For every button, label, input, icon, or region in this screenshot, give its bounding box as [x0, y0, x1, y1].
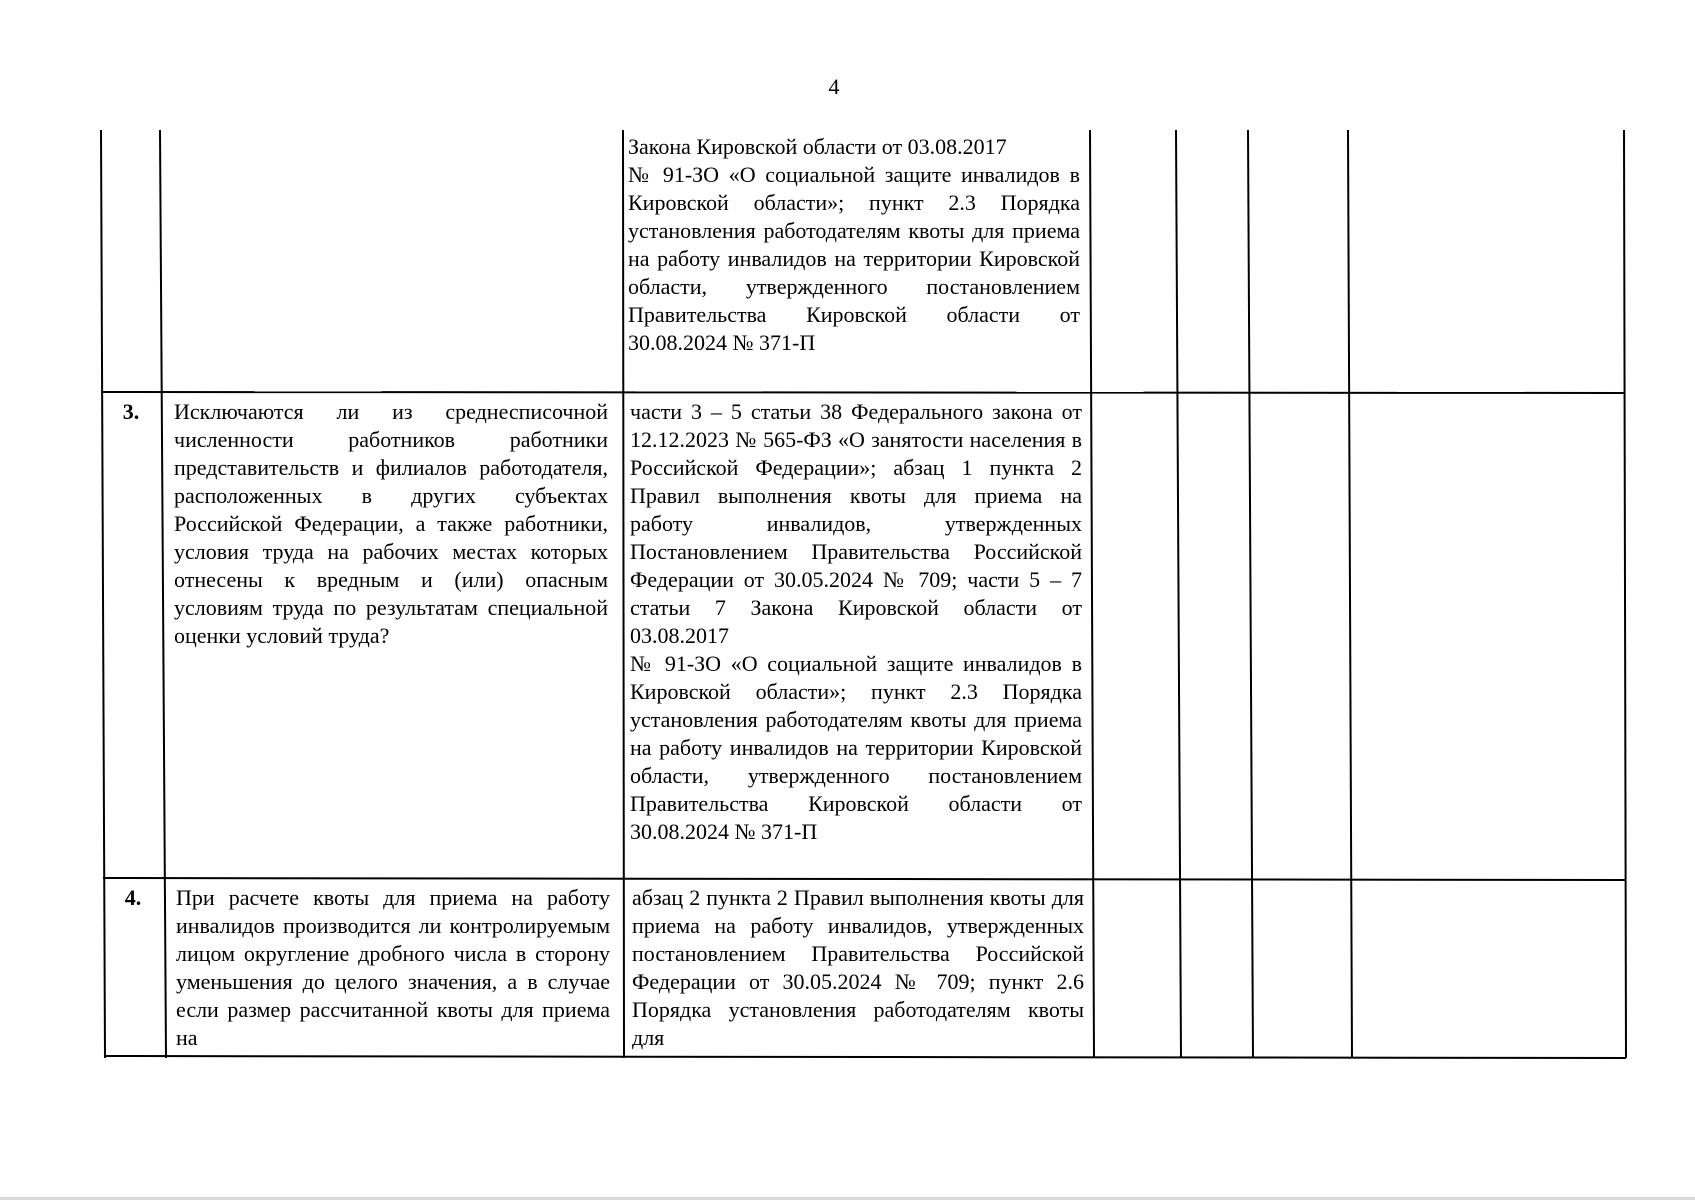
page-number: 4 — [828, 74, 840, 99]
row-divider — [101, 392, 1624, 393]
column-divider — [1248, 130, 1253, 1058]
table-cell-legal-basis: части 3 – 5 статьи 38 Федерального закона от 12.12.2023 № 565-ФЗ «О занятости населения в Российской Федерации»; абзац 1 пункта 2 Правил выполнения квоты для приема на работу инвалидов, утвержденных Постановлением Правительства Российской Федерации от 30.05.2024 № 709; части 5 – 7 статьи 7 Закона Кировской области от 03.08.2017 № 91-ЗО «О социальной защите инвалидов в Кировской области»; пункт 2.3 Порядка установления работодателям квоты для приема на работу инвалидов на территории Кировской области, утвержденного постановлением Правительства Кировской области от 30.08.2024 № 371-П — [630, 399, 1082, 844]
row-divider — [103, 878, 1625, 880]
table-border-left — [101, 130, 105, 1058]
table-cell-legal-basis: Закона Кировской области от 03.08.2017 № 91-ЗО «О социальной защите инвалидов в Кировской области»; пункт 2.3 Порядка установления работодателям квоты для приема на работу инвалидов на территории Кировской области, утвержденного постановлением Правительства Кировской области от 30.08.2024 № 371-П — [628, 134, 1080, 355]
column-divider — [160, 130, 166, 1058]
table-cell-legal-basis: абзац 2 пункта 2 Правил выполнения квоты для приема на работу инвалидов, утвержденных постановлением Правительства Российской Федерации от 30.05.2024 № 709; пункт 2.6 Порядка установления работодателям квоты для — [632, 885, 1084, 1050]
table-cell-question: Исключаются ли из среднесписочной численности работников работники представительств и филиалов работодателя, расположенных в других субъектах Российской Федерации, а также работники, условия труда на рабочих местах которых отнесены к вредным и (или) опасным условиям труда по результатам специальной оценки условий труда? — [174, 399, 608, 648]
table-cell-question: При расчете квоты для приема на работу инвалидов производится ли контролируемым лицом округление дробного числа в сторону уменьшения до целого значения, а в случае если размер рассчитанной квоты для приема на — [176, 885, 610, 1050]
table-border-right — [1624, 130, 1626, 1058]
column-divider — [623, 130, 624, 1058]
column-divider — [1176, 130, 1181, 1058]
row-number: 4. — [124, 885, 142, 910]
column-divider — [1348, 130, 1352, 1058]
table-border-bottom — [105, 1056, 1626, 1058]
column-divider — [1090, 130, 1094, 1058]
row-number: 3. — [122, 399, 140, 424]
